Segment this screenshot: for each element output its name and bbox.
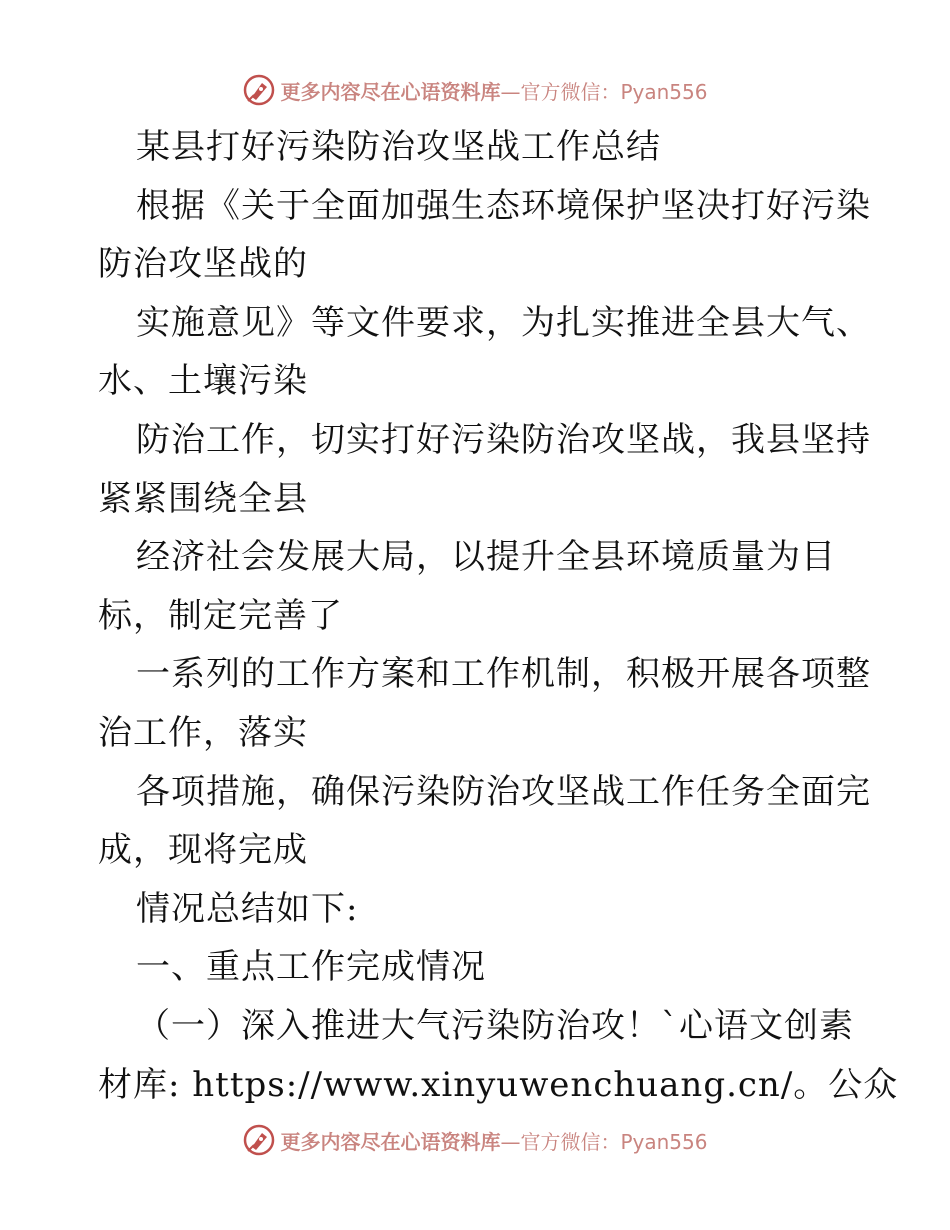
document-line: 一、重点工作完成情况 xyxy=(136,947,486,988)
document-line: 经济社会发展大局，以提升全县环境质量为目 xyxy=(136,537,836,578)
document-line: 各项措施，确保污染防治攻坚战工作任务全面完 xyxy=(136,771,871,812)
watermark-dash: — xyxy=(500,1129,521,1154)
watermark-brand: 更多内容尽在心语资料库 xyxy=(280,1129,501,1154)
watermark-text xyxy=(280,1126,707,1155)
watermark-brand: 更多内容尽在心语资料库 xyxy=(280,79,501,104)
watermark-wechat: 官方微信：Pyan556 xyxy=(520,79,708,104)
document-line: 材库: https://www.xinyuwenchuang.cn/。公众 xyxy=(98,1064,899,1105)
document-line: 紧紧围绕全县 xyxy=(98,478,308,519)
pen-nib-logo-icon xyxy=(242,1123,276,1157)
watermark-banner-inner xyxy=(242,1123,707,1157)
document-line: 情况总结如下: xyxy=(136,888,359,929)
watermark-banner-top xyxy=(0,70,950,110)
document-line: 一系列的工作方案和工作机制，积极开展各项整 xyxy=(136,654,871,695)
watermark-dash: — xyxy=(500,79,521,104)
document-line: 防治攻坚战的 xyxy=(98,244,308,285)
document-line: 某县打好污染防治攻坚战工作总结 xyxy=(136,127,661,167)
document-line: （一）深入推进大气污染防治攻！`心语文创素 xyxy=(136,1005,854,1046)
watermark-wechat: 官方微信：Pyan556 xyxy=(520,1129,708,1154)
document-line: 成，现将完成 xyxy=(98,830,308,871)
document-line: 实施意见》等文件要求，为扎实推进全县大气、 xyxy=(136,302,871,343)
document-line: 水、土壤污染 xyxy=(98,361,308,402)
watermark-banner-bottom xyxy=(0,1120,950,1160)
document-line: 根据《关于全面加强生态环境保护坚决打好污染 xyxy=(136,185,871,226)
pen-nib-logo-icon xyxy=(242,73,276,107)
document-line: 治工作，落实 xyxy=(98,712,308,753)
watermark-banner-inner xyxy=(242,73,707,107)
document-line: 标，制定完善了 xyxy=(98,595,343,636)
watermark-text xyxy=(280,76,707,105)
document-body xyxy=(98,118,899,1114)
document-line: 防治工作，切实打好污染防治攻坚战，我县坚持 xyxy=(136,419,871,460)
